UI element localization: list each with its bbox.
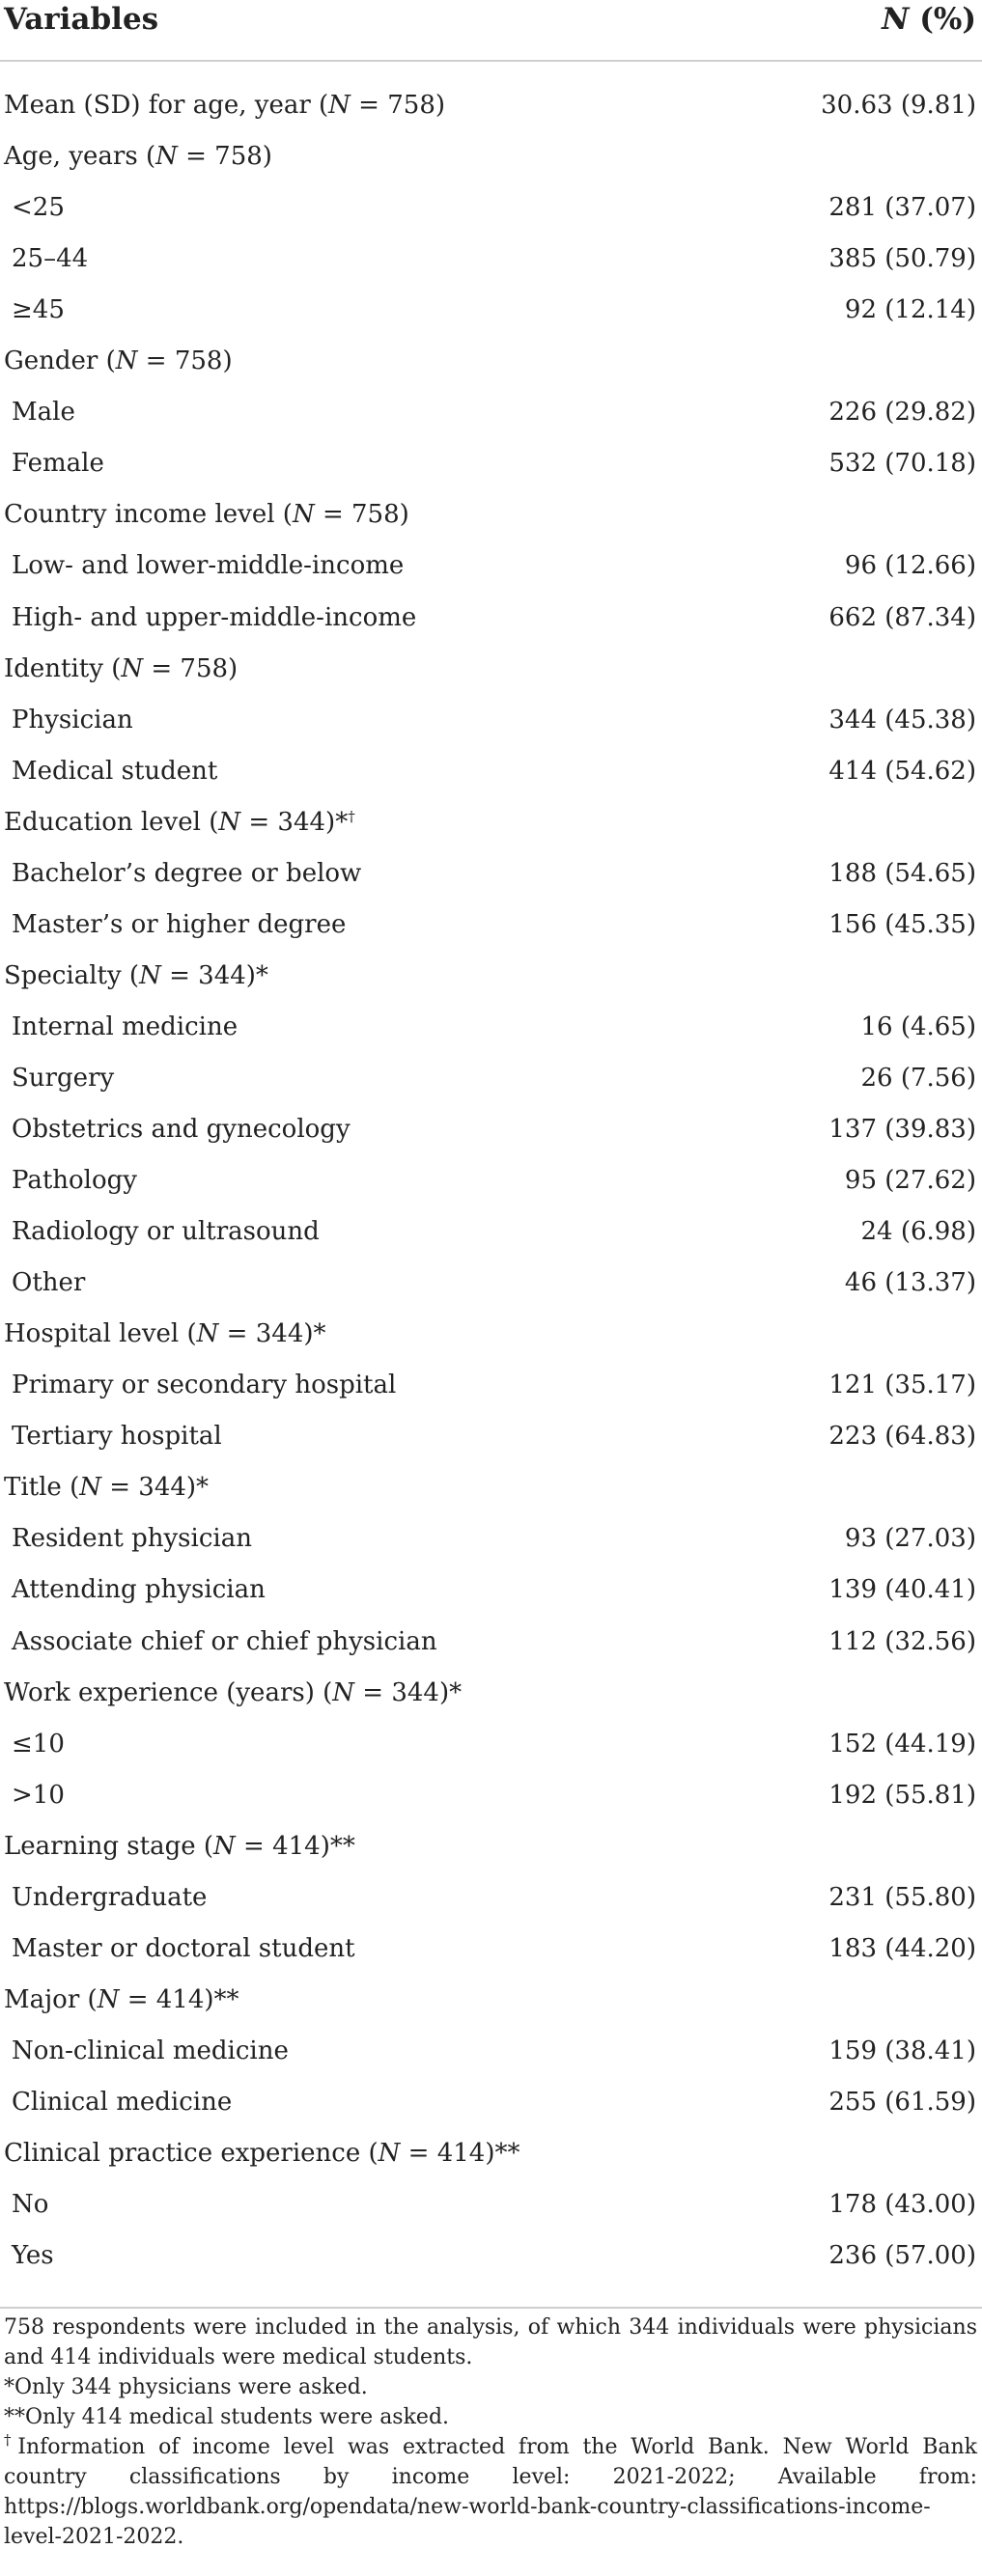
row-value: 137 (39.83) bbox=[828, 1115, 976, 1144]
row-label-text: Age, years ( bbox=[4, 142, 156, 172]
header-pct: (%) bbox=[909, 2, 976, 37]
row-label bbox=[12, 1770, 65, 1821]
table-row-subitem bbox=[0, 848, 982, 900]
row-label-text: Resident physician bbox=[12, 1524, 252, 1554]
row-label bbox=[4, 1668, 462, 1719]
row-label-text: Clinical medicine bbox=[12, 2087, 233, 2117]
table-row-variable bbox=[0, 1462, 982, 1513]
row-value: 159 (38.41) bbox=[828, 2036, 976, 2065]
table-row-variable bbox=[0, 951, 982, 1002]
table-row-subitem bbox=[0, 2230, 982, 2282]
row-label-count: = 758) bbox=[314, 500, 409, 530]
row-value: 255 (61.59) bbox=[828, 2087, 976, 2117]
row-label bbox=[12, 1258, 85, 1309]
row-label-count: = 344)* bbox=[160, 960, 268, 990]
row-label bbox=[12, 2077, 232, 2128]
row-label-dagger: † bbox=[348, 807, 355, 825]
table-row-subitem bbox=[0, 1411, 982, 1462]
row-value: 223 (64.83) bbox=[828, 1422, 976, 1452]
row-label bbox=[12, 2179, 48, 2230]
row-label-text: Master or doctoral student bbox=[12, 1933, 355, 1963]
row-label-text: Surgery bbox=[12, 1063, 115, 1093]
table-bottom-rule bbox=[0, 2307, 982, 2309]
row-label bbox=[12, 285, 65, 336]
row-label bbox=[12, 387, 75, 438]
table-row-subitem bbox=[0, 1719, 982, 1770]
row-label-text: Title ( bbox=[4, 1473, 80, 1503]
row-label-n: N bbox=[155, 142, 178, 172]
footnote-physicians: *Only 344 physicians were asked. bbox=[4, 2375, 368, 2399]
row-label bbox=[12, 848, 361, 900]
row-label-text: Physician bbox=[12, 705, 133, 734]
row-label bbox=[12, 2026, 289, 2077]
footnote-summary: 758 respondents were included in the analysis, of which 344 individuals were physicians and 414 individuals were medical students. bbox=[4, 2315, 977, 2369]
dagger-mark: † bbox=[4, 2431, 18, 2449]
table-row-variable bbox=[0, 80, 982, 131]
row-label-n: N bbox=[292, 500, 315, 530]
table-row-variable bbox=[0, 1309, 982, 1360]
row-label bbox=[4, 644, 238, 695]
table-row-variable bbox=[0, 489, 982, 540]
row-label-text: Work experience (years) ( bbox=[4, 1677, 333, 1707]
row-label bbox=[12, 1155, 137, 1206]
table-header bbox=[0, 0, 982, 62]
table-row-subitem bbox=[0, 2077, 982, 2128]
row-value: 93 (27.03) bbox=[844, 1524, 976, 1554]
row-value: 183 (44.20) bbox=[828, 1933, 976, 1963]
row-label-text: >10 bbox=[12, 1780, 65, 1810]
row-label bbox=[12, 1206, 320, 1258]
row-label-text: 25–44 bbox=[12, 244, 89, 274]
row-label-text: Attending physician bbox=[12, 1575, 266, 1605]
row-label bbox=[12, 438, 104, 489]
table-row-subitem bbox=[0, 540, 982, 592]
row-label-text: ≥45 bbox=[12, 295, 65, 325]
table-row-subitem bbox=[0, 1104, 982, 1155]
row-label bbox=[12, 1719, 65, 1770]
row-value: 178 (43.00) bbox=[828, 2190, 976, 2220]
row-label-count: = 344)* bbox=[240, 807, 349, 837]
row-label-count: = 758) bbox=[137, 346, 233, 376]
table-row-variable bbox=[0, 1668, 982, 1719]
table-row-subitem bbox=[0, 1206, 982, 1258]
row-label-text: Mean (SD) for age, year ( bbox=[4, 91, 329, 120]
row-label bbox=[4, 489, 409, 540]
row-label bbox=[12, 1411, 222, 1462]
row-label-count: = 344)* bbox=[354, 1677, 463, 1707]
row-value: 26 (7.56) bbox=[860, 1063, 976, 1093]
row-label-text: Identity ( bbox=[4, 653, 122, 683]
row-label bbox=[4, 797, 355, 848]
row-value: 188 (54.65) bbox=[828, 858, 976, 888]
row-label-text: Male bbox=[12, 398, 75, 428]
table-row-subitem bbox=[0, 1002, 982, 1053]
row-label-text: Pathology bbox=[12, 1166, 137, 1196]
row-value: 414 (54.62) bbox=[828, 756, 976, 786]
table-row-variable bbox=[0, 336, 982, 387]
table-row-subitem bbox=[0, 1053, 982, 1104]
row-value: 152 (44.19) bbox=[828, 1729, 976, 1759]
table-row-subitem bbox=[0, 900, 982, 951]
row-label-text: Education level ( bbox=[4, 807, 219, 837]
row-label-text: Low- and lower-middle-income bbox=[12, 551, 405, 581]
row-label bbox=[4, 131, 272, 182]
row-value: 662 (87.34) bbox=[828, 602, 976, 632]
row-value: 281 (37.07) bbox=[828, 193, 976, 223]
row-label-text: Bachelor’s degree or below bbox=[12, 858, 362, 888]
row-label-count: = 344)* bbox=[218, 1319, 326, 1349]
row-label-count: = 758) bbox=[177, 142, 272, 172]
row-label-count: = 414)** bbox=[119, 1984, 239, 2014]
row-label-count: = 758) bbox=[350, 91, 446, 120]
table-row-subitem bbox=[0, 387, 982, 438]
row-label-n: N bbox=[378, 2139, 401, 2168]
row-value: 121 (35.17) bbox=[828, 1371, 976, 1400]
footnote-students: **Only 414 medical students were asked. bbox=[4, 2405, 450, 2429]
row-label-n: N bbox=[121, 653, 144, 683]
row-label-text: High- and upper-middle-income bbox=[12, 602, 417, 632]
table-row-variable bbox=[0, 2128, 982, 2179]
row-label bbox=[12, 1565, 266, 1616]
row-label-text: <25 bbox=[12, 193, 65, 223]
row-label-n: N bbox=[115, 346, 138, 376]
row-value: 231 (55.80) bbox=[828, 1882, 976, 1912]
row-label bbox=[12, 1513, 252, 1565]
row-value: 385 (50.79) bbox=[828, 244, 976, 274]
row-label bbox=[4, 951, 268, 1002]
row-value: 24 (6.98) bbox=[860, 1217, 976, 1247]
row-label-count: = 344)* bbox=[100, 1473, 210, 1503]
row-label-text: ≤10 bbox=[12, 1729, 65, 1759]
row-label-text: Tertiary hospital bbox=[12, 1422, 222, 1452]
row-label bbox=[12, 2230, 54, 2282]
row-label-text: Primary or secondary hospital bbox=[12, 1371, 397, 1400]
row-label bbox=[12, 1924, 355, 1975]
table-row-subitem bbox=[0, 1872, 982, 1924]
table-row-subitem bbox=[0, 1360, 982, 1411]
row-label-text: Specialty ( bbox=[4, 960, 140, 990]
row-label bbox=[4, 1309, 326, 1360]
row-value: 532 (70.18) bbox=[828, 449, 976, 479]
row-value: 46 (13.37) bbox=[844, 1268, 976, 1298]
header-variables: Variables bbox=[4, 2, 159, 37]
table-row-subitem bbox=[0, 1513, 982, 1565]
row-label-text: Yes bbox=[12, 2241, 54, 2271]
row-label-text: Non-clinical medicine bbox=[12, 2036, 289, 2065]
table-row-subitem bbox=[0, 2179, 982, 2230]
row-label-text: Other bbox=[12, 1268, 86, 1298]
row-label bbox=[4, 2128, 520, 2179]
row-label bbox=[4, 1821, 355, 1872]
row-label bbox=[12, 1053, 114, 1104]
row-label bbox=[12, 1002, 238, 1053]
table-row-variable bbox=[0, 644, 982, 695]
row-label-n: N bbox=[332, 1677, 355, 1707]
row-label bbox=[12, 695, 133, 746]
row-label-n: N bbox=[213, 1831, 236, 1861]
row-value: 344 (45.38) bbox=[828, 705, 976, 734]
row-label bbox=[12, 900, 346, 951]
table-row-subitem bbox=[0, 438, 982, 489]
row-label-text: Undergraduate bbox=[12, 1882, 208, 1912]
table-row-subitem bbox=[0, 285, 982, 336]
header-n: N bbox=[882, 2, 910, 37]
table-row-variable bbox=[0, 1975, 982, 2026]
table-footnotes bbox=[4, 2313, 977, 2552]
row-value: 192 (55.81) bbox=[828, 1780, 976, 1810]
footnote-income-text: Information of income level was extracted from the World Bank. New World Bank country classifications by income level: 2021-2022; Available from: https://blogs.worldbank.org/opendata/new-world-bank-country-classifications-income-level-2021-2022. bbox=[4, 2435, 978, 2549]
row-label bbox=[4, 1975, 239, 2026]
row-value: 95 (27.62) bbox=[844, 1166, 976, 1196]
table-row-subitem bbox=[0, 1617, 982, 1668]
row-label-text: Country income level ( bbox=[4, 500, 293, 530]
row-label bbox=[12, 1617, 437, 1668]
table-row-subitem bbox=[0, 1924, 982, 1975]
row-label-text: Gender ( bbox=[4, 346, 116, 376]
row-label bbox=[12, 234, 88, 285]
row-value: 236 (57.00) bbox=[828, 2241, 976, 2271]
row-value: 226 (29.82) bbox=[828, 398, 976, 428]
table-row-subitem bbox=[0, 1770, 982, 1821]
row-label bbox=[12, 182, 65, 234]
row-value: 112 (32.56) bbox=[828, 1626, 976, 1656]
row-label bbox=[12, 746, 217, 797]
row-value: 92 (12.14) bbox=[844, 295, 976, 325]
row-label-text: Clinical practice experience ( bbox=[4, 2139, 379, 2168]
row-label bbox=[12, 593, 416, 644]
row-label bbox=[12, 540, 404, 592]
row-label-text: Learning stage ( bbox=[4, 1831, 214, 1861]
row-label bbox=[12, 1872, 207, 1924]
table-row-subitem bbox=[0, 1155, 982, 1206]
row-value: 139 (40.41) bbox=[828, 1575, 976, 1605]
row-label-text: Internal medicine bbox=[12, 1011, 238, 1041]
row-label-text: Radiology or ultrasound bbox=[12, 1217, 320, 1247]
table-row-subitem bbox=[0, 1565, 982, 1616]
row-label-n: N bbox=[79, 1473, 101, 1503]
row-label bbox=[4, 336, 233, 387]
row-label-n: N bbox=[328, 91, 351, 120]
table-row-subitem bbox=[0, 1258, 982, 1309]
row-label bbox=[4, 1462, 209, 1513]
row-label bbox=[12, 1104, 351, 1155]
row-label-text: Major ( bbox=[4, 1984, 98, 2014]
row-label-text: No bbox=[12, 2190, 49, 2220]
row-label bbox=[12, 1360, 396, 1411]
table-row-subitem bbox=[0, 746, 982, 797]
row-label bbox=[4, 80, 445, 131]
table-row-subitem bbox=[0, 234, 982, 285]
row-value: 30.63 (9.81) bbox=[821, 91, 976, 120]
row-value: 156 (45.35) bbox=[828, 909, 976, 939]
row-label-text: Medical student bbox=[12, 756, 218, 786]
row-label-text: Hospital level ( bbox=[4, 1319, 197, 1349]
row-label-n: N bbox=[218, 807, 241, 837]
table-row-subitem bbox=[0, 695, 982, 746]
row-label-count: = 414)** bbox=[400, 2139, 520, 2168]
table-row-subitem bbox=[0, 2026, 982, 2077]
row-value: 16 (4.65) bbox=[860, 1011, 976, 1041]
table-row-subitem bbox=[0, 593, 982, 644]
table-row-variable bbox=[0, 1821, 982, 1872]
row-label-n: N bbox=[139, 960, 161, 990]
row-label-n: N bbox=[97, 1984, 120, 2014]
row-value: 96 (12.66) bbox=[844, 551, 976, 581]
row-label-n: N bbox=[196, 1319, 219, 1349]
row-label-text: Obstetrics and gynecology bbox=[12, 1115, 351, 1144]
row-label-count: = 758) bbox=[143, 653, 238, 683]
row-label-text: Female bbox=[12, 449, 104, 479]
row-label-text: Master’s or higher degree bbox=[12, 909, 347, 939]
footnote-income-source bbox=[4, 2432, 977, 2552]
header-n-percent bbox=[882, 2, 976, 37]
table-row-variable bbox=[0, 797, 982, 848]
table-row-subitem bbox=[0, 182, 982, 234]
row-label-count: = 414)** bbox=[235, 1831, 355, 1861]
table-row-variable bbox=[0, 131, 982, 182]
row-label-text: Associate chief or chief physician bbox=[12, 1626, 437, 1656]
